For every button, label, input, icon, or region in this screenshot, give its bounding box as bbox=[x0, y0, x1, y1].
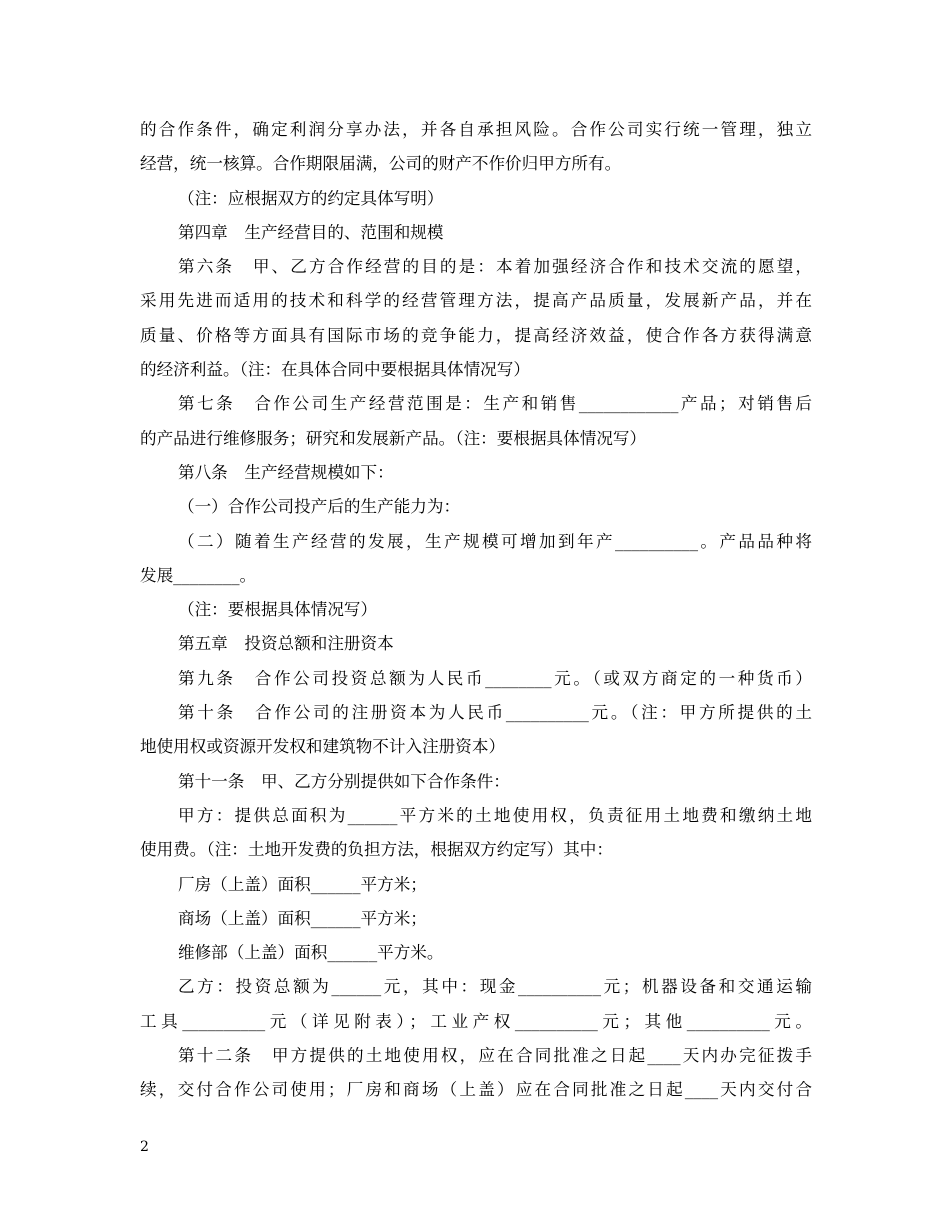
text-line: 第九条 合作公司投资总额为人民币________元。（或双方商定的一种货币） bbox=[178, 668, 812, 688]
text-line: 第五章 投资总额和注册资本 bbox=[178, 634, 394, 654]
text-line: （注：应根据双方的约定具体写明） bbox=[178, 188, 444, 208]
text-line: 商场（上盖）面积______平方米； bbox=[178, 908, 427, 928]
text-line: 地使用权或资源开发权和建筑物不计入注册资本） bbox=[140, 737, 506, 757]
text-line: 第八条 生产经营规模如下： bbox=[178, 462, 394, 482]
text-line: （二）随着生产经营的发展，生产规模可增加到年产__________。产品品种将 bbox=[178, 531, 812, 551]
page-number: 2 bbox=[140, 1139, 149, 1155]
text-line: 甲方：提供总面积为______平方米的土地使用权，负责征用土地费和缴纳土地 bbox=[178, 805, 812, 825]
text-line: 第十一条 甲、乙方分别提供如下合作条件： bbox=[178, 771, 510, 791]
text-line: 第十条 合作公司的注册资本为人民币__________元。（注：甲方所提供的土 bbox=[178, 703, 812, 723]
text-line: 厂房（上盖）面积______平方米； bbox=[178, 874, 427, 894]
text-line: （注：要根据具体情况写） bbox=[178, 600, 378, 620]
text-line: 第七条 合作公司生产经营范围是：生产和销售____________产品；对销售后 bbox=[178, 394, 812, 414]
text-line: 采用先进而适用的技术和科学的经营管理方法，提高产品质量，发展新产品，并在 bbox=[140, 291, 812, 311]
document-body bbox=[140, 113, 812, 1108]
text-line: 第四章 生产经营目的、范围和规模 bbox=[178, 222, 444, 242]
text-line: 的产品进行维修服务；研究和发展新产品。（注：要根据具体情况写） bbox=[140, 428, 647, 448]
text-line: 的合作条件，确定利润分享办法，并各自承担风险。合作公司实行统一管理，独立 bbox=[140, 120, 812, 139]
text-line: 第十二条 甲方提供的土地使用权，应在合同批准之日起____天内办完征拨手 bbox=[178, 1046, 812, 1066]
text-line: 续，交付合作公司使用；厂房和商场（上盖）应在合同批准之日起____天内交付合 bbox=[140, 1080, 812, 1100]
text-line: 维修部（上盖）面积______平方米。 bbox=[178, 943, 444, 963]
text-line: 经营，统一核算。合作期限届满，公司的财产不作价归甲方所有。 bbox=[140, 154, 622, 174]
text-line: 乙方：投资总额为______元，其中：现金__________元；机器设备和交通运输 bbox=[178, 977, 812, 997]
text-line: 的经济利益。（注：在具体合同中要根据具体情况写） bbox=[140, 360, 530, 380]
text-line: 使用费。（注：土地开发费的负担方法，根据双方约定写）其中： bbox=[140, 840, 613, 860]
text-line: 发展________。 bbox=[140, 565, 257, 585]
text-line: 质量、价格等方面具有国际市场的竞争能力，提高经济效益，使合作各方获得满意 bbox=[140, 325, 812, 345]
text-line: 工具__________元（详见附表）；工业产权__________元；其他__________元。 bbox=[140, 1011, 812, 1031]
text-line: 第六条 甲、乙方合作经营的目的是：本着加强经济合作和技术交流的愿望， bbox=[178, 257, 812, 277]
text-line: （一）合作公司投产后的生产能力为： bbox=[178, 497, 461, 517]
